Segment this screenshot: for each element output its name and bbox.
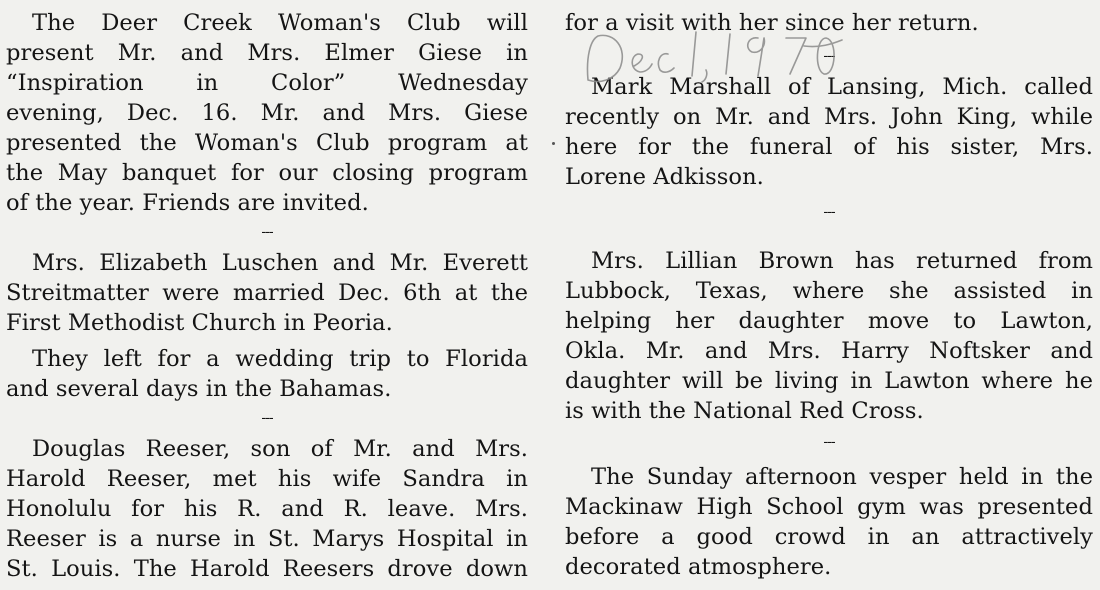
text-line: of the year. Friends are invited. <box>6 190 369 216</box>
left-column <box>6 0 528 584</box>
text-line: the May banquet for our closing program <box>6 160 528 186</box>
text-line: Honolulu for his R. and R. leave. Mrs. <box>6 496 528 522</box>
article-reeser <box>6 434 528 584</box>
article-mark-marshall <box>565 72 1093 192</box>
text-line: before a good crowd in an attractively <box>565 524 1093 550</box>
text-line: Lubbock, Texas, where she assisted in <box>565 278 1093 304</box>
right-column <box>565 0 1093 582</box>
text-line: daughter will be living in Lawton where he <box>565 368 1093 394</box>
text-line: Harold Reeser, met his wife Sandra in <box>6 466 528 492</box>
text-line: recently on Mr. and Mrs. John King, while <box>565 104 1093 130</box>
article-luschen-streitmatter-wedding <box>6 248 528 338</box>
text-line: Mrs. Elizabeth Luschen and Mr. Everett <box>32 250 528 276</box>
text-line: Reeser is a nurse in St. Marys Hospital in <box>6 526 528 552</box>
text-line: for a visit with her since her return. <box>565 10 979 36</box>
text-line: evening, Dec. 16. Mr. and Mrs. Giese <box>6 100 528 126</box>
text-line: Okla. Mr. and Mrs. Harry Noftsker and <box>565 338 1093 364</box>
text-line: The Deer Creek Woman's Club will <box>32 10 528 36</box>
text-line: Douglas Reeser, son of Mr. and Mrs. <box>32 436 528 462</box>
text-line: Mackinaw High School gym was presented <box>565 494 1093 520</box>
text-line: Streitmatter were married Dec. 6th at the <box>6 280 528 306</box>
text-line: here for the funeral of his sister, Mrs. <box>565 134 1093 160</box>
article-lillian-brown <box>565 246 1093 426</box>
text-line: Lorene Adkisson. <box>565 164 764 190</box>
text-line: present Mr. and Mrs. Elmer Giese in <box>6 40 528 66</box>
article-deer-creek-womans-club <box>6 8 528 218</box>
text-line: and several days in the Bahamas. <box>6 376 392 402</box>
separator: --- <box>261 410 273 426</box>
separator: --- <box>823 48 835 64</box>
text-line: First Methodist Church in Peoria. <box>6 310 393 336</box>
text-line: They left for a wedding trip to Florida <box>32 346 528 372</box>
separator: --- <box>823 434 835 450</box>
text-line: helping her daughter move to Lawton, <box>565 308 1093 334</box>
article-continued-visit <box>565 8 1093 38</box>
text-line: Mrs. Lillian Brown has returned from <box>591 248 1093 274</box>
article-sunday-vesper <box>565 462 1093 582</box>
text-line: Mark Marshall of Lansing, Mich. called <box>591 74 1093 100</box>
text-line: St. Louis. The Harold Reesers drove down <box>6 556 528 582</box>
text-line: is with the National Red Cross. <box>565 398 924 424</box>
text-line: “Inspiration in Color” Wednesday <box>6 70 528 96</box>
column-gutter-mark <box>552 142 555 145</box>
text-line: presented the Woman's Club program at <box>6 130 528 156</box>
separator: --- <box>261 224 273 240</box>
text-line: The Sunday afternoon vesper held in the <box>591 464 1093 490</box>
article-wedding-trip <box>6 344 528 404</box>
text-line: decorated atmosphere. <box>565 554 832 580</box>
separator: --- <box>823 204 835 220</box>
